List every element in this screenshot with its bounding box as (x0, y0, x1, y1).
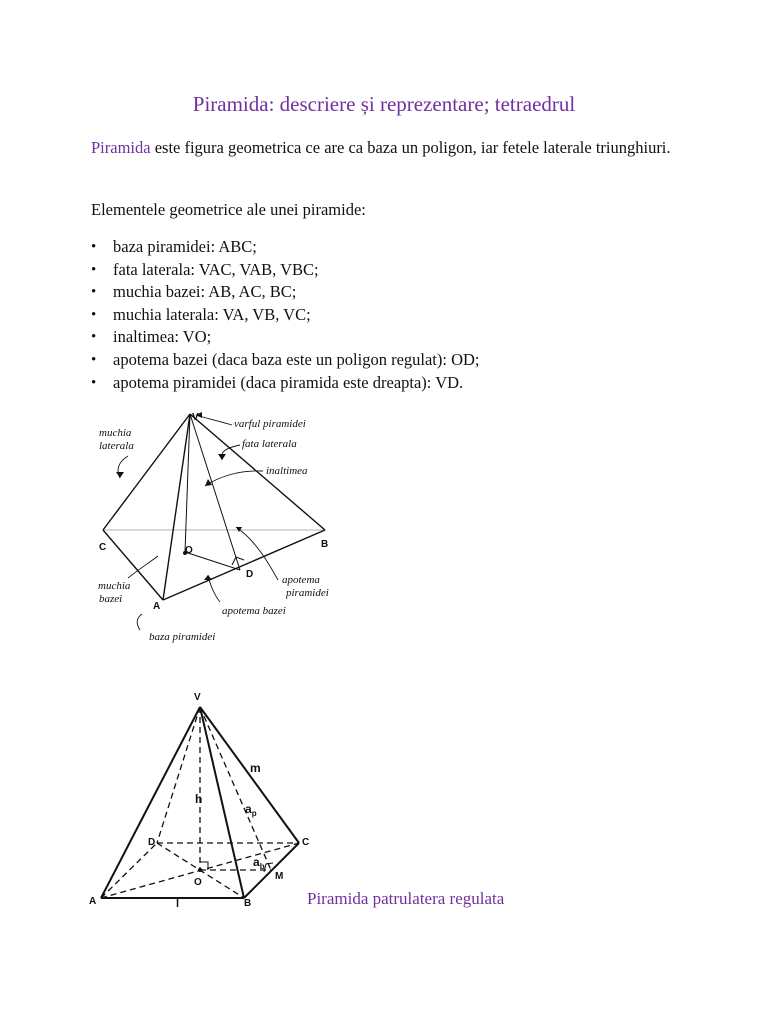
point-o-label: O (185, 545, 193, 556)
label-m: m (250, 761, 261, 775)
vertex-b2-label: B (244, 898, 252, 909)
label-fata-laterala: fata laterala (242, 438, 297, 450)
point-d-label: D (246, 569, 254, 580)
list-item: • apotema bazei (daca baza este un poligon regulat): OD; (91, 349, 480, 372)
label-apotema-bazei: apotema bazei (222, 605, 286, 617)
figure-caption: Piramida patrulatera regulata (307, 889, 505, 908)
list-item: • baza piramidei: ABC; (91, 236, 480, 259)
label-apotema-piramidei-2: piramidei (286, 587, 329, 599)
vertex-v-label: V (192, 412, 199, 423)
label-muchia-laterala-1: muchia (99, 427, 132, 439)
vertex-c-label: C (99, 542, 107, 553)
label-ab: $a_b$ (253, 855, 265, 871)
vertex-v2-label: V (194, 692, 201, 703)
elements-heading: Elementele geometrice ale unei piramide: (91, 200, 366, 219)
vertex-d2-label: D (148, 837, 156, 848)
label-baza-piramidei: baza piramidei (149, 631, 216, 643)
point-o2-label: O (194, 877, 202, 888)
label-h: h (195, 792, 203, 806)
vertex-a-label: A (153, 601, 161, 612)
intro-term: Piramida (91, 138, 151, 157)
list-item: • apotema piramidei (daca piramida este dreapta): VD. (91, 372, 480, 395)
label-apotema-piramidei-1: apotema (282, 574, 320, 586)
label-muchia-laterala-2: laterala (99, 440, 134, 452)
label-inaltimea: inaltimea (266, 465, 308, 477)
vertex-a2-label: A (89, 896, 97, 907)
vertex-c2-label: C (302, 837, 310, 848)
label-ap: $a_p$ (245, 802, 257, 818)
label-l: l (176, 898, 180, 910)
label-muchia-bazei-2: bazei (99, 593, 123, 605)
point-o-2 (198, 868, 202, 872)
point-m-label: M (275, 871, 284, 882)
intro-text: este figura geometrica ce are ca baza un poligon, iar fetele laterale triunghiuri. (150, 138, 671, 157)
list-item: • inaltimea: VO; (91, 326, 480, 349)
list-item: • muchia laterala: VA, VB, VC; (91, 304, 480, 327)
list-item: • fata laterala: VAC, VAB, VBC; (91, 259, 480, 282)
label-muchia-bazei-1: muchia (98, 580, 131, 592)
page-title: Piramida: descriere și reprezentare; tetraedrul (192, 92, 576, 116)
label-varful-piramidei: varful piramidei (234, 418, 306, 430)
list-item: • muchia bazei: AB, AC, BC; (91, 281, 480, 304)
vertex-b-label: B (321, 539, 329, 550)
